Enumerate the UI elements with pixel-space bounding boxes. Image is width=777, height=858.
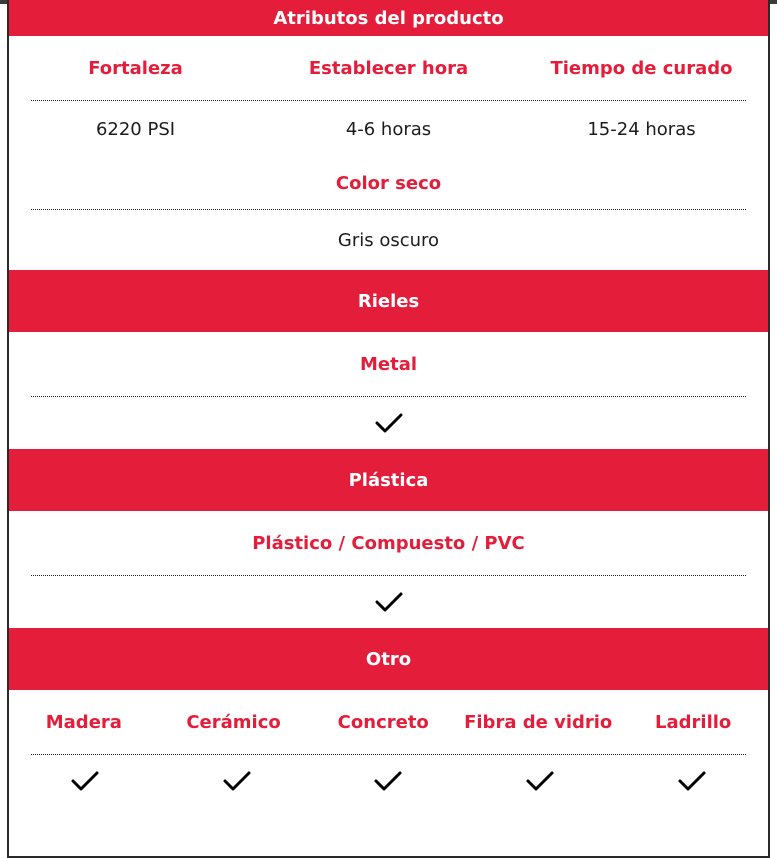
header-set-time: Establecer hora — [308, 57, 469, 79]
header-dry-color: Color seco — [335, 172, 442, 194]
header-fiberglass: Fibra de vidrio — [464, 711, 613, 733]
header-concrete: Concreto — [337, 711, 429, 733]
section-title-plastic: Plástica — [348, 469, 429, 491]
section-header-attributes — [9, 0, 768, 36]
header-strength: Fortaleza — [88, 57, 183, 79]
check-icon — [616, 755, 768, 807]
header-wood: Madera — [45, 711, 122, 733]
value-cure-time: 15-24 horas — [587, 118, 696, 140]
rails-check-row — [9, 397, 768, 449]
header-plastic-material: Plástico / Compuesto / PVC — [252, 532, 525, 554]
dry-color-header-row — [9, 157, 768, 209]
attributes-header-row — [9, 36, 768, 100]
other-check-row — [9, 755, 768, 807]
section-header-other — [9, 628, 768, 690]
value-strength: 6220 PSI — [95, 118, 176, 140]
section-title-other: Otro — [365, 648, 412, 670]
dry-color-value-row — [9, 210, 768, 270]
attributes-value-row — [9, 101, 768, 157]
section-title-rails: Rieles — [357, 290, 420, 312]
header-metal: Metal — [359, 353, 418, 375]
product-attributes-table — [7, 0, 770, 858]
check-icon — [9, 755, 161, 807]
section-header-plastic — [9, 449, 768, 511]
value-dry-color: Gris oscuro — [337, 229, 440, 251]
plastic-header-row — [9, 511, 768, 575]
header-ceramic: Cerámico — [186, 711, 281, 733]
header-brick: Ladrillo — [655, 711, 732, 733]
plastic-check-row — [9, 576, 768, 628]
check-icon — [464, 755, 616, 807]
header-cure-time: Tiempo de curado — [550, 57, 733, 79]
other-header-row — [9, 690, 768, 754]
check-icon — [313, 755, 465, 807]
section-header-rails — [9, 270, 768, 332]
value-set-time: 4-6 horas — [345, 118, 432, 140]
section-title-attributes: Atributos del producto — [273, 7, 504, 29]
check-icon — [9, 397, 768, 449]
check-icon — [9, 576, 768, 628]
check-icon — [161, 755, 313, 807]
rails-header-row — [9, 332, 768, 396]
